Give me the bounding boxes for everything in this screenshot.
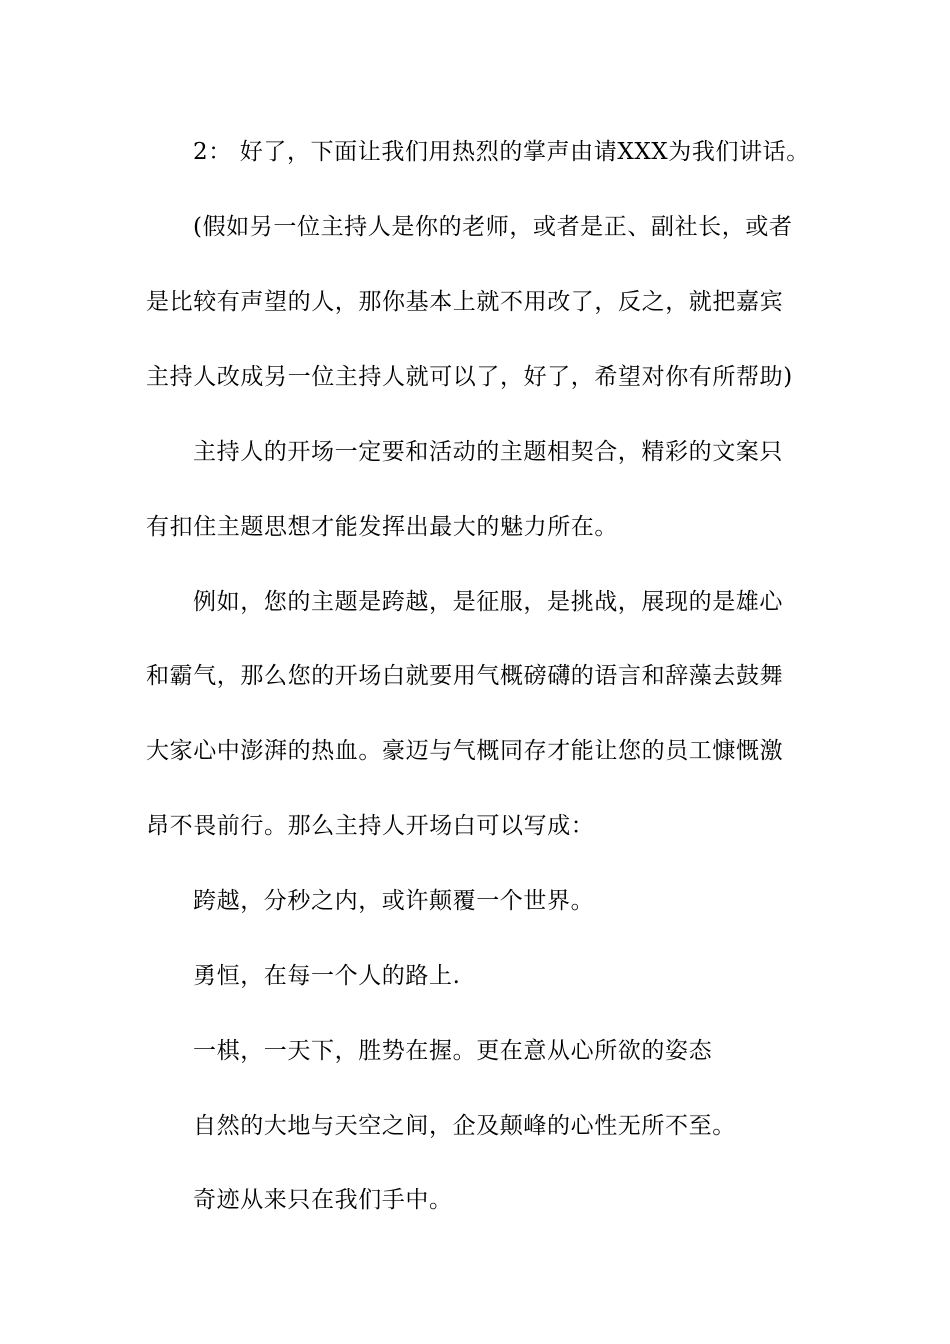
paragraph-line: 大家心中澎湃的热血。豪迈与气概同存才能让您的员工慷慨激	[146, 738, 784, 764]
paragraph-line: 例如，您的主题是跨越，是征服，是挑战，展现的是雄心	[193, 589, 783, 615]
paragraph-line: 奇迹从来只在我们手中。	[193, 1187, 453, 1213]
paragraph-line: 一棋，一天下，胜势在握。更在意从心所欲的姿态	[193, 1038, 713, 1064]
paragraph-line: 2： 好了，下面让我们用热烈的掌声由请XXX为我们讲话。	[193, 139, 810, 165]
paragraph-line: 主持人的开场一定要和活动的主题相契合，精彩的文案只	[193, 439, 783, 465]
paragraph-line: 跨越，分秒之内，或许颠覆一个世界。	[193, 888, 595, 914]
paragraph-line: 是比较有声望的人，那你基本上就不用改了，反之，就把嘉宾	[146, 289, 784, 315]
paragraph-line: 自然的大地与天空之间，企及颠峰的心性无所不至。	[193, 1113, 736, 1139]
paragraph-line: (假如另一位主持人是你的老师，或者是正、副社长，或者	[193, 214, 793, 240]
paragraph-line: 昂不畏前行。那么主持人开场白可以写成：	[146, 813, 595, 839]
paragraph-line: 主持人改成另一位主持人就可以了，好了，希望对你有所帮助)	[146, 364, 793, 390]
paragraph-line: 有扣住主题思想才能发挥出最大的魅力所在。	[146, 514, 618, 540]
paragraph-line: 勇恒，在每一个人的路上.	[193, 963, 461, 989]
paragraph-line: 和霸气，那么您的开场白就要用气概磅礴的语言和辞藻去鼓舞	[146, 663, 784, 689]
